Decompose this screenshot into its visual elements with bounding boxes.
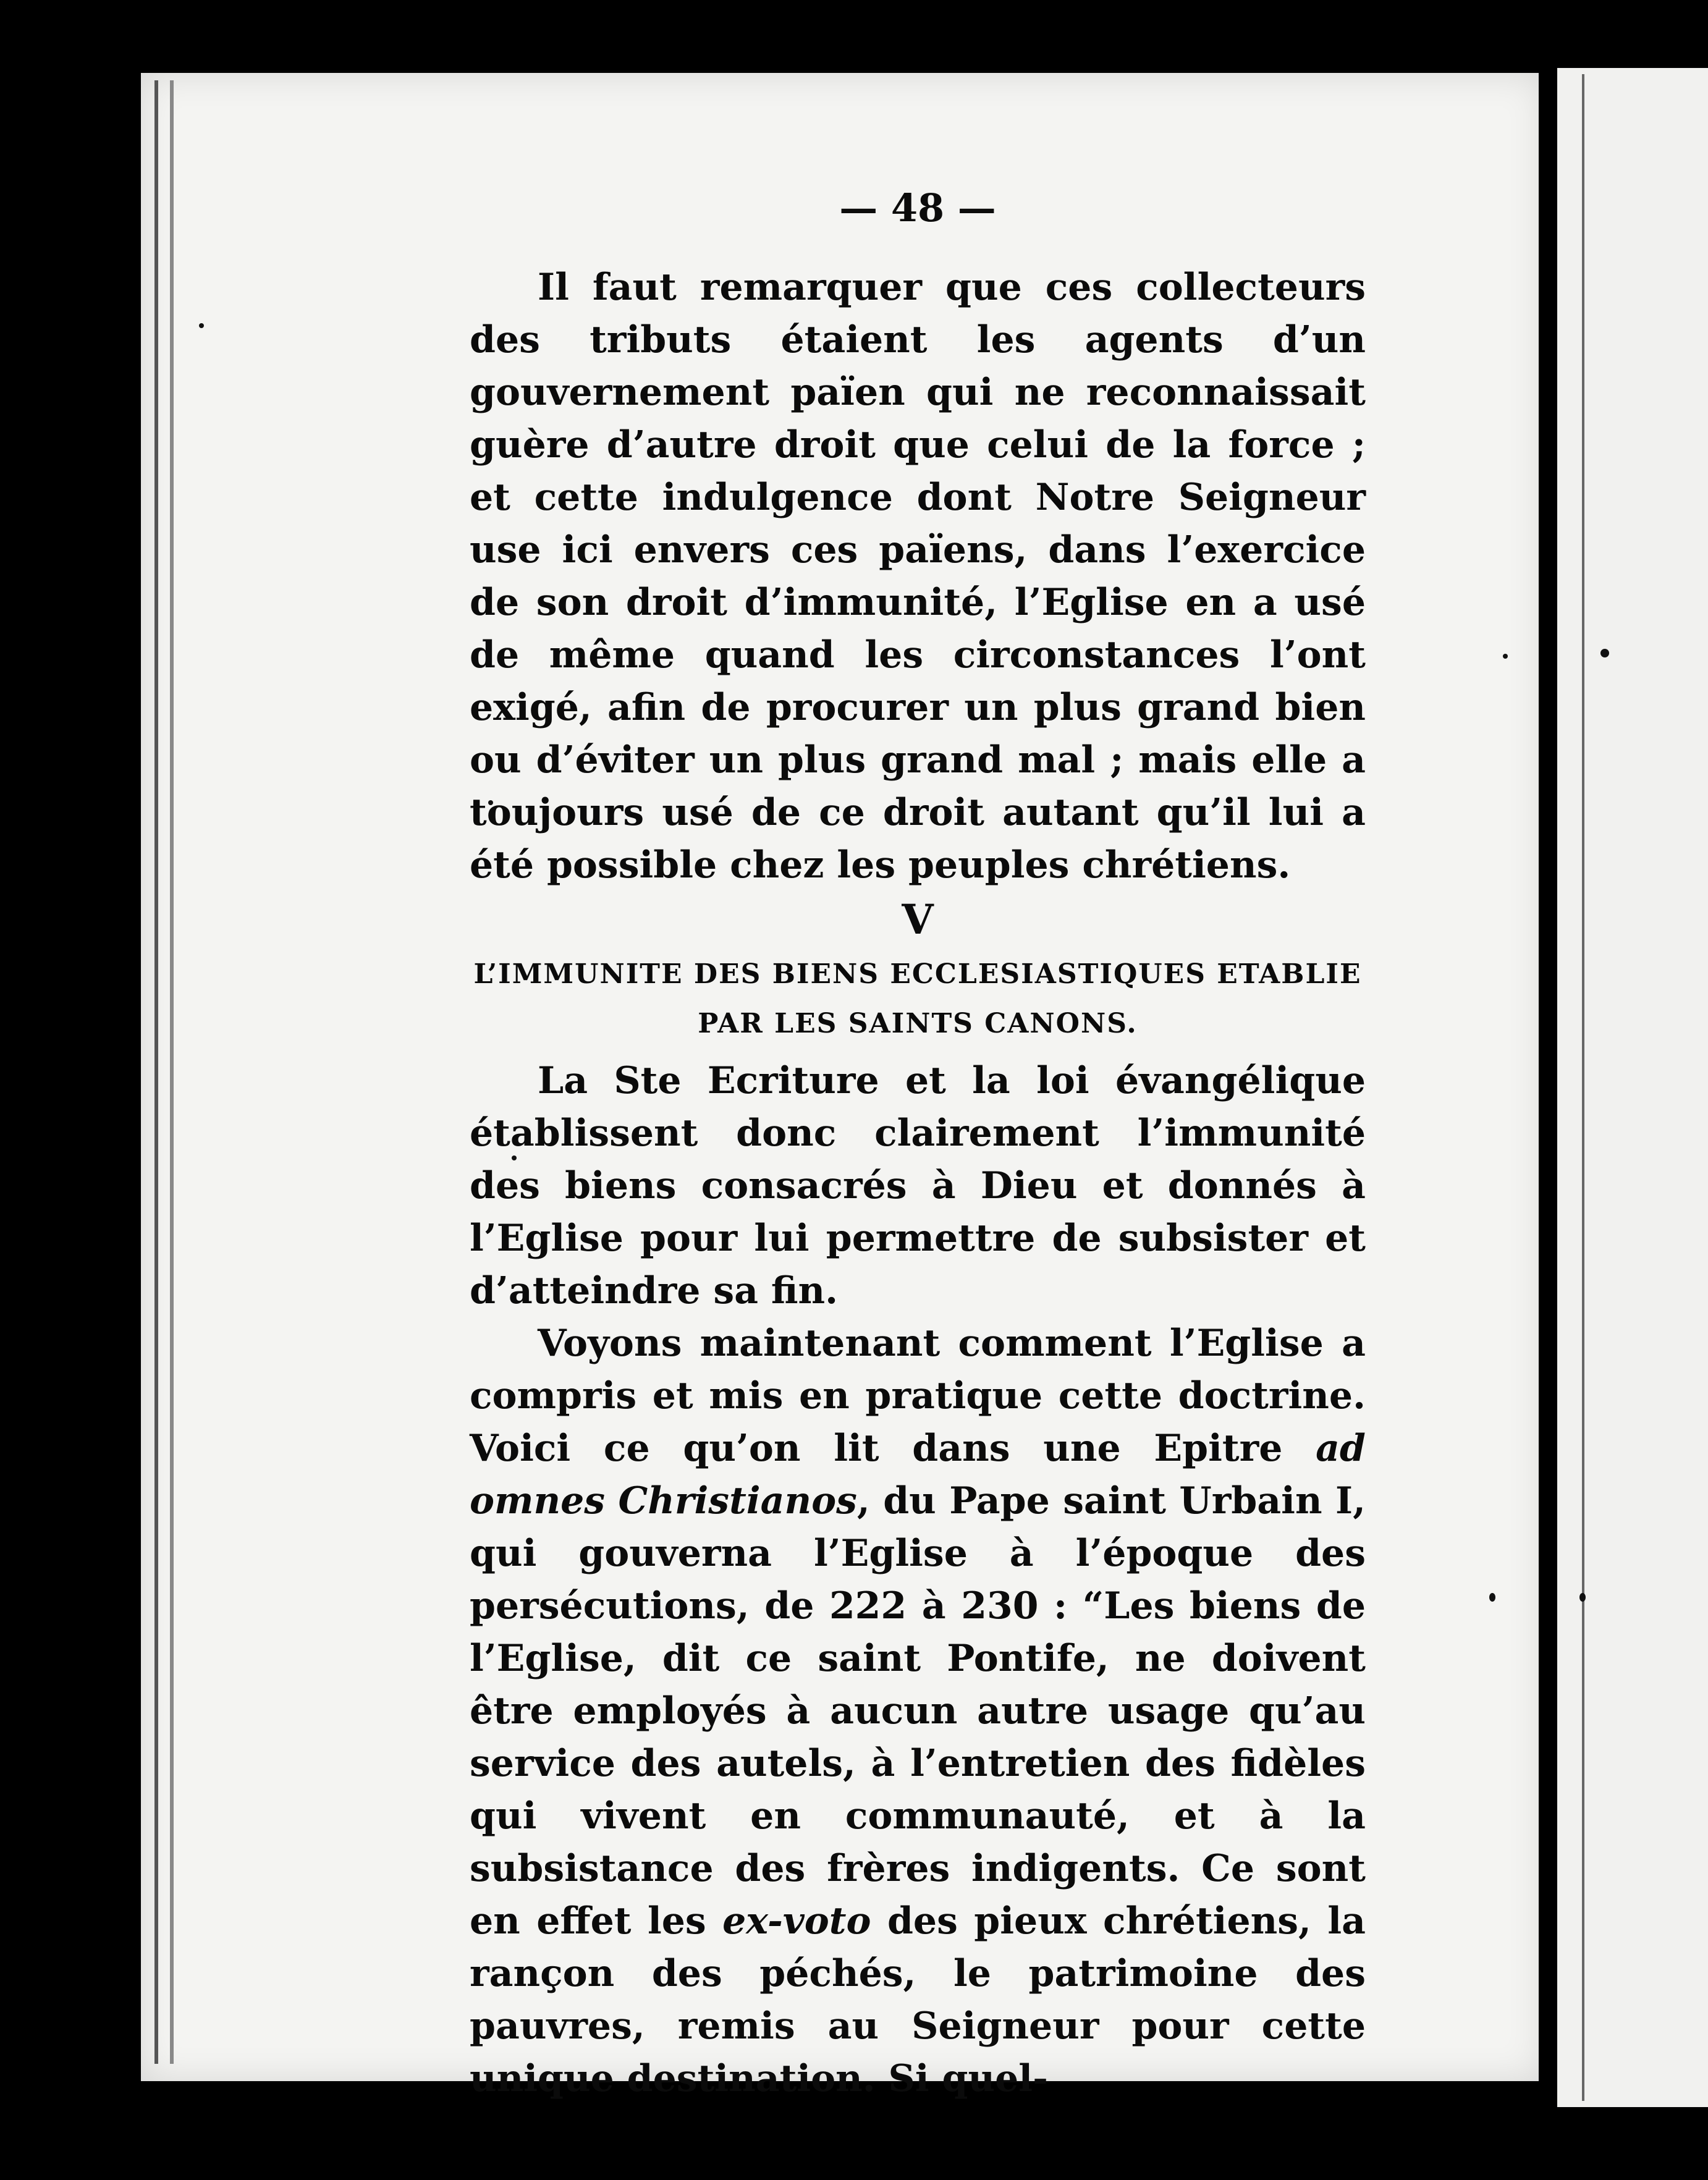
scan-speck (1579, 1593, 1586, 1602)
section-title-line-1: L’IMMUNITE DES BIENS ECCLESIASTIQUES ETABLIE (473, 958, 1362, 990)
paragraph-2: La Ste Ecriture et la loi évangélique établissent donc clairement l’immunité des biens consacrés à Dieu et donnés à l’Eglise pour lui permettre de subsister et d’atteindre sa fin. (470, 1059, 1366, 1312)
paragraph-3-text: , du Pape saint Urbain I, qui gouverna l’Eglise à l’époque des persécutions, de 222 à 230 : “Les biens de l’Eglise, dit ce saint Pontife, ne doivent être employés à aucun autre usage qu’au service des autels, à l’entretien des fidèles qui vivent en communauté, et à la subsistance des frères indigents. Ce sont en effet les (470, 1479, 1366, 1943)
section-title-line-2: PAR LES SAINTS CANONS. (698, 1008, 1138, 1039)
scan-speck (1489, 1593, 1495, 1602)
scan-speck (199, 323, 204, 328)
section-numeral: V (902, 895, 934, 944)
page-edge-line (154, 80, 158, 2064)
scan-speck (1503, 654, 1508, 659)
scan-speck (1600, 649, 1609, 657)
page-text (470, 185, 1366, 2105)
adjacent-page-edge (1582, 74, 1584, 2101)
latin-phrase: ex-voto (722, 1899, 871, 1943)
paragraph-3 (470, 1317, 1366, 2105)
paragraph-3-text: Voyons maintenant comment l’Eglise a compris et mis en pratique cette doctrine. Voici ce qu’on lit dans une Epitre (470, 1322, 1366, 1470)
paragraph-3-text: des pieux chrétiens, la rançon des péchés, le patrimoine des pauvres, remis au Seigneur pour cette unique destination. Si quel- (470, 1899, 1366, 2100)
book-spine (1539, 56, 1557, 2107)
paragraph-1: Il faut remarquer que ces collecteurs des tributs étaient les agents d’un gouvernement païen qui ne reconnaissait guère d’autre droit que celui de la force ; et cette indulgence dont Notre Seigneur use ici envers ces païens, dans l’exercice de son droit d’immunité, l’Eglise en a usé de même quand les circonstances l’ont exigé, afin de procurer un plus grand bien ou d’éviter un plus grand mal ; mais elle a toujours usé de ce droit autant qu’il lui a été possible chez les peuples chrétiens. (470, 266, 1366, 887)
adjacent-page (1557, 68, 1708, 2107)
latin-phrase: ad omnes Christianos (470, 1427, 1366, 1523)
section-title (470, 950, 1366, 1049)
page-number: — 48 — (839, 185, 996, 230)
page-edge-line (170, 80, 174, 2064)
